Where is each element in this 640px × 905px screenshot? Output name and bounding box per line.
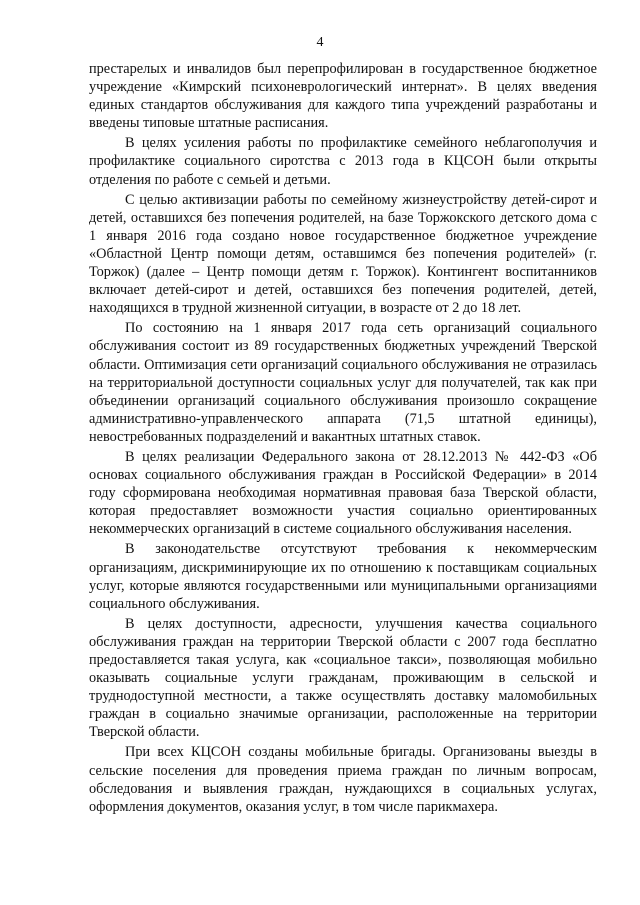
paragraph: престарелых и инвалидов был перепрофилирован в государственное бюджетное учреждение «Кимрский психоневрологический интернат». В целях введения единых стандартов обслуживания для каждого типа учреждений разработаны и введены типовые штатные расписания. — [89, 61, 597, 132]
paragraph: В целях усиления работы по профилактике семейного неблагополучия и профилактике социального сиротства с 2013 года в КЦСОН были открыты отделения по работе с семьей и детьми. — [89, 135, 597, 188]
paragraph: В целях доступности, адресности, улучшения качества социального обслуживания граждан на территории Тверской области с 2007 года бесплатно предоставляется такая услуга, как «социальное такси», позволяющая мобильно оказывать социальные услуги гражданам, проживающим в сельской и труднодоступной местности, а также осуществлять доставку маломобильных граждан в социально значимые организации, расположенные на территории Тверской области. — [89, 615, 597, 741]
body-text — [89, 60, 597, 818]
paragraph: В законодательстве отсутствуют требования к некоммерческим организациям, дискриминирующие их по отношению к поставщикам социальных услуг, которые являются государственными или муниципальными организациями социального обслуживания. — [89, 541, 597, 612]
page-number: 4 — [316, 35, 324, 50]
paragraph: При всех КЦСОН созданы мобильные бригады. Организованы выезды в сельские поселения для проведения приема граждан по личным вопросам, обследования и выявления граждан, нуждающихся в социальных услугах, оформления документов, оказания услуг, в том числе парикмахера. — [89, 744, 597, 815]
paragraph: По состоянию на 1 января 2017 года сеть организаций социального обслуживания состоит из 89 государственных бюджетных учреждений Тверской области. Оптимизация сети организаций социального обслуживания не отразилась на территориальной доступности социальных услуг для получателей, так как при объединении организаций социального обслуживания произошло сокращение административно-управленческого аппарата (71,5 штатной единицы), невостребованных подразделений и вакантных штатных ставок. — [89, 320, 597, 445]
paragraph: С целью активизации работы по семейному жизнеустройству детей-сирот и детей, оставшихся без попечения родителей, на базе Торжокского детского дома с 1 января 2016 года создано новое государственное бюджетное учреждение «Областной Центр помощи детям, оставшимся без попечения родителей» (г. Торжок) (далее – Центр помощи детям г. Торжок). Контингент воспитанников включает детей-сирот и детей, оставшихся без попечения родителей, детей, находящихся в трудной жизненной ситуации, в возрасте от 2 до 18 лет. — [89, 191, 597, 317]
paragraph: В целях реализации Федерального закона от 28.12.2013 № 442-ФЗ «Об основах социального обслуживания граждан в Российской Федерации» в 2014 году сформирована необходимая нормативная правовая база Тверской области, которая предоставляет возможности участия социально ориентированных некоммерческих организаций в системе социального обслуживания населения. — [89, 448, 597, 538]
